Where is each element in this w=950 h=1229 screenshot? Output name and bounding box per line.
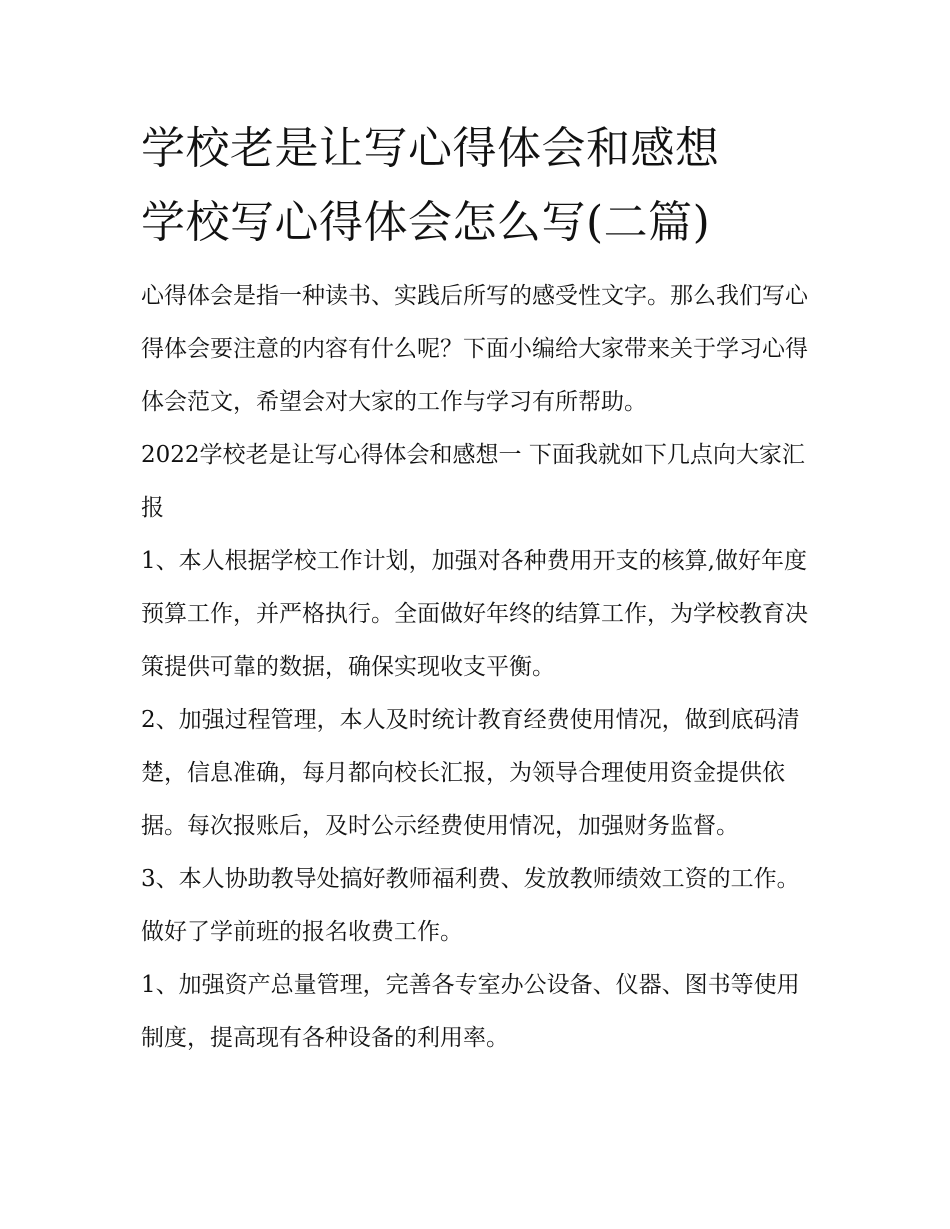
title-line-2: 学校写心得体会怎么写(二篇)	[141, 197, 711, 248]
document-body	[141, 270, 816, 1065]
paragraph-item-1b: 1、加强资产总量管理，完善各专室办公设备、仪器、图书等使用制度，提高现有各种设备的利用率。	[141, 972, 800, 1051]
title-line-1: 学校老是让写心得体会和感想	[141, 123, 720, 174]
paragraph-item-2: 2、加强过程管理，本人及时统计教育经费使用情况，做到底码清楚，信息准确，每月都向校长汇报，为领导合理使用资金提供依据。每次报账后，及时公示经费使用情况，加强财务监督。	[141, 707, 800, 839]
paragraph-heading: 2022学校老是让写心得体会和感想一 下面我就如下几点向大家汇报	[141, 442, 805, 521]
paragraph-item-3: 3、本人协助教导处搞好教师福利费、发放教师绩效工资的工作。做好了学前班的报名收费工作。	[141, 866, 800, 945]
document-title	[141, 112, 816, 260]
paragraph-intro: 心得体会是指一种读书、实践后所写的感受性文字。那么我们写心得体会要注意的内容有什么呢？下面小编给大家带来关于学习心得体会范文，希望会对大家的工作与学习有所帮助。	[141, 283, 808, 415]
paragraph-item-1: 1、本人根据学校工作计划，加强对各种费用开支的核算,做好年度预算工作，并严格执行。全面做好年终的结算工作，为学校教育决策提供可靠的数据，确保实现收支平衡。	[141, 548, 808, 680]
document-page	[141, 112, 816, 1065]
